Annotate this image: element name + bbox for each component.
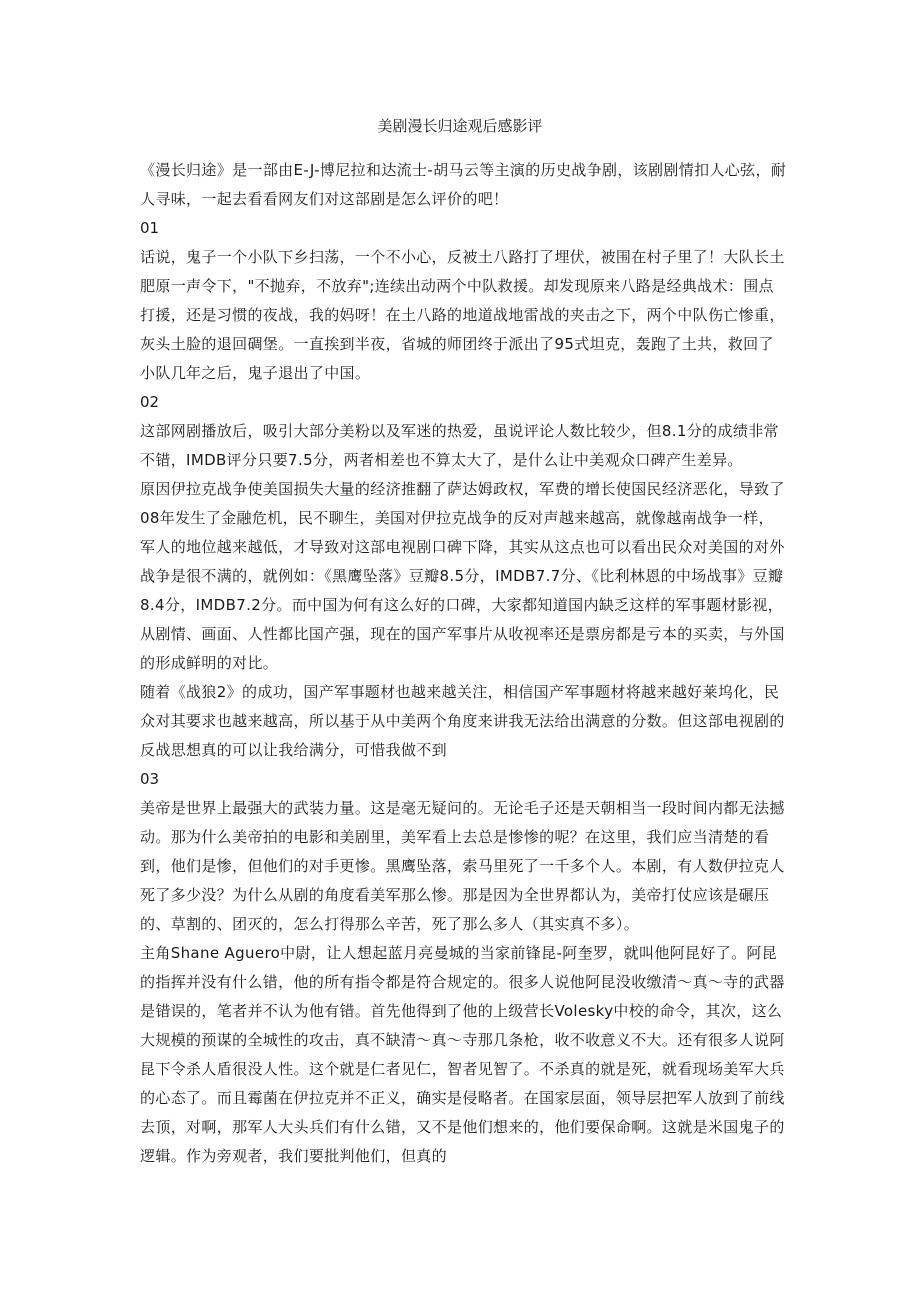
section-number: 01 <box>140 219 160 237</box>
section-number: 02 <box>140 393 160 411</box>
document-body <box>140 156 788 1171</box>
intro-paragraph: 《漫长归途》是一部由E-J-博尼拉和达流士-胡马云等主演的历史战争剧，该剧剧情扣人心弦，耐人寻味，一起去看看网友们对这部剧是怎么评价的吧！ <box>140 161 787 208</box>
body-paragraph: 美帝是世界上最强大的武装力量。这是毫无疑问的。无论毛子还是天朝相当一段时间内都无法撼动。那为什么美帝拍的电影和美剧里，美军看上去总是惨惨的呢？在这里，我们应当清楚的看到，他们是惨，但他们的对手更惨。黑鹰坠落，索马里死了一千多个人。本剧，有人数伊拉克人死了多少没？为什么从剧的角度看美军那么惨。那是因为全世界都认为，美帝打仗应该是碾压的、草割的、团灭的，怎么打得那么辛苦，死了那么多人（其实真不多）。 <box>140 799 785 933</box>
body-paragraph: 主角Shane Aguero中尉，让人想起蓝月亮曼城的当家前锋昆-阿奎罗，就叫他阿昆好了。阿昆的指挥并没有什么错，他的所有指令都是符合规定的。很多人说他阿昆没收缴清～真～寺的武器是错误的，笔者并不认为他有错。首先他得到了他的上级营长Volesky中校的命令，其次，这么大规模的预谋的全城性的攻击，真不缺清～真～寺那几条枪，收不收意义不大。还有很多人说阿昆下令杀人盾很没人性。这个就是仁者见仁，智者见智了。不杀真的就是死，就看现场美军大兵的心态了。而且霉菌在伊拉克并不正义，确实是侵略者。在国家层面，领导层把军人放到了前线去顶，对啊，那军人大头兵们有什么错，又不是他们想来的，他们要保命啊。这就是米国鬼子的逻辑。作为旁观者，我们要批判他们，但真的 <box>140 944 785 1165</box>
body-paragraph: 随着《战狼2》的成功，国产军事题材也越来越关注，相信国产军事题材将越来越好莱坞化，民众对其要求也越来越高，所以基于从中美两个角度来讲我无法给出满意的分数。但这部电视剧的反战思想真的可以让我给满分，可惜我做不到 <box>140 683 785 759</box>
body-paragraph: 这部网剧播放后，吸引大部分美粉以及军迷的热爱，虽说评论人数比较少，但8.1分的成绩非常不错，IMDB评分只要7.5分，两者相差也不算太大了，是什么让中美观众口碑产生差异。 <box>140 422 779 469</box>
document-title: 美剧漫长归途观后感影评 <box>377 117 543 135</box>
body-paragraph: 话说，鬼子一个小队下乡扫荡，一个不小心，反被土八路打了埋伏，被围在村子里了！大队长土肥原一声令下，"不抛弃，不放弃";连续出动两个中队救援。却发现原来八路是经典战术：围点打援，还是习惯的夜战，我的妈呀！在土八路的地道战地雷战的夹击之下，两个中队伤亡惨重，灰头土脸的退回碉堡。一直挨到半夜，省城的师团终于派出了95式坦克，轰跑了土共，救回了小队几年之后，鬼子退出了中国。 <box>140 248 785 382</box>
section-number: 03 <box>140 770 160 788</box>
body-paragraph: 原因伊拉克战争使美国损失大量的经济推翻了萨达姆政权，军费的增长使国民经济恶化，导致了08年发生了金融危机，民不聊生，美国对伊拉克战争的反对声越来越高，就像越南战争一样，军人的地位越来越低，才导致对这部电视剧口碑下降，其实从这点也可以看出民众对美国的对外战争是很不满的，就例如：《黑鹰坠落》豆瓣8.5分，IMDB7.7分、《比利林恩的中场战事》豆瓣8.4分，IMDB7.2分。而中国为何有这么好的口碑，大家都知道国内缺乏这样的军事题材影视，从剧情、画面、人性都比国产强，现在的国产军事片从收视率还是票房都是亏本的买卖，与外国的形成鲜明的对比。 <box>140 480 785 672</box>
